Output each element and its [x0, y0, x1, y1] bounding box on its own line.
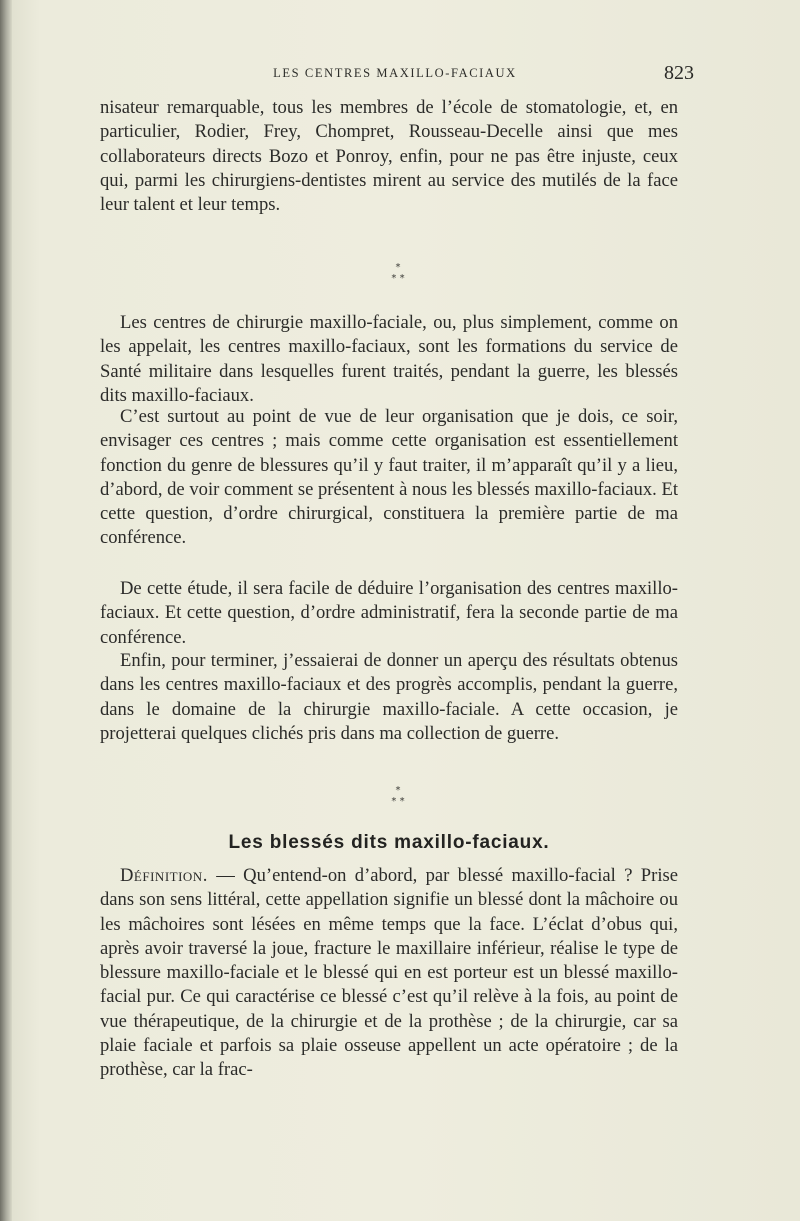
asterism-stars: * * [391, 796, 405, 807]
asterism-star: * [395, 785, 401, 796]
book-spine-shadow [0, 0, 12, 1221]
paragraph-definition-blesse [100, 864, 678, 1083]
paragraph-results: Enfin, pour terminer, j’essaierai de donner un aperçu des résultats obtenus dans les centres maxillo-faciaux et des progrès accomplis, pendant la guerre, dans le domaine de la chirurgie maxillo-faciale. A cette occasion, je projetterai quelques clichés pris dans ma collection de guerre. [100, 650, 678, 744]
asterism-divider [370, 785, 426, 807]
paragraph-continuation: nisateur remarquable, tous les membres de l’école de stomatologie, et, en particulier, Rodier, Frey, Chompret, Rousseau-Decelle ainsi que mes collaborateurs directs Bozo et Ponroy, enfin, pour ne pas être injuste, ceux qui, parmi les chirurgiens-dentistes mirent au service des mutilés de la face leur talent et leur temps. [100, 97, 678, 216]
asterism-divider [370, 262, 426, 284]
definition-lead: Définition. [120, 865, 208, 886]
page-number: 823 [664, 62, 694, 84]
paragraph-deduction: De cette étude, il sera facile de déduire l’organisation des centres maxillo-faciaux. Et cette question, d’ordre administratif, fera la seconde partie de ma conférence. [100, 578, 678, 648]
section-heading: Les blessés dits maxillo-faciaux. [228, 832, 550, 853]
running-head [96, 62, 694, 86]
paragraph-organisation: C’est surtout au point de vue de leur organisation que je dois, ce soir, envisager ces centres ; mais comme cette organisation est essentiellement fonction du genre de blessures qu’il y faut traiter, il m’apparaît qu’il y a lieu, d’abord, de voir comment se présentent à nous les blessés maxillo-faciaux. Et cette question, d’ordre chirurgical, constituera la première partie de ma conférence. [100, 406, 678, 549]
running-title: LES CENTRES MAXILLO-FACIAUX [273, 66, 517, 80]
paragraph-definition-centres: Les centres de chirurgie maxillo-faciale, ou, plus simplement, comme on les appelait, les centres maxillo-faciaux, sont les formations du service de Santé militaire dans lesquelles furent traités, pendant la guerre, les blessés dits maxillo-faciaux. [100, 312, 678, 406]
asterism-stars: * * [391, 273, 405, 284]
asterism-star: * [395, 262, 401, 273]
definition-body: — Qu’entend-on d’abord, par blessé maxillo-facial ? Prise dans son sens littéral, cette appellation signifie un blessé dont la mâchoire ou les mâchoires sont lésées en même temps que la face. L’éclat d’obus qui, après avoir traversé la joue, fracture le maxillaire inférieur, réalise le type de blessure maxillo-faciale et le blessé qui en est porteur est un blessé maxillo-facial pur. Ce qui caractérise ce blessé c’est qu’il relève à la fois, au point de vue thérapeutique, de la chirurgie et de la prothèse ; de la chirurgie, car sa plaie faciale et parfois sa plaie osseuse appellent un acte opératoire ; de la prothèse, car la frac- [100, 865, 678, 1081]
